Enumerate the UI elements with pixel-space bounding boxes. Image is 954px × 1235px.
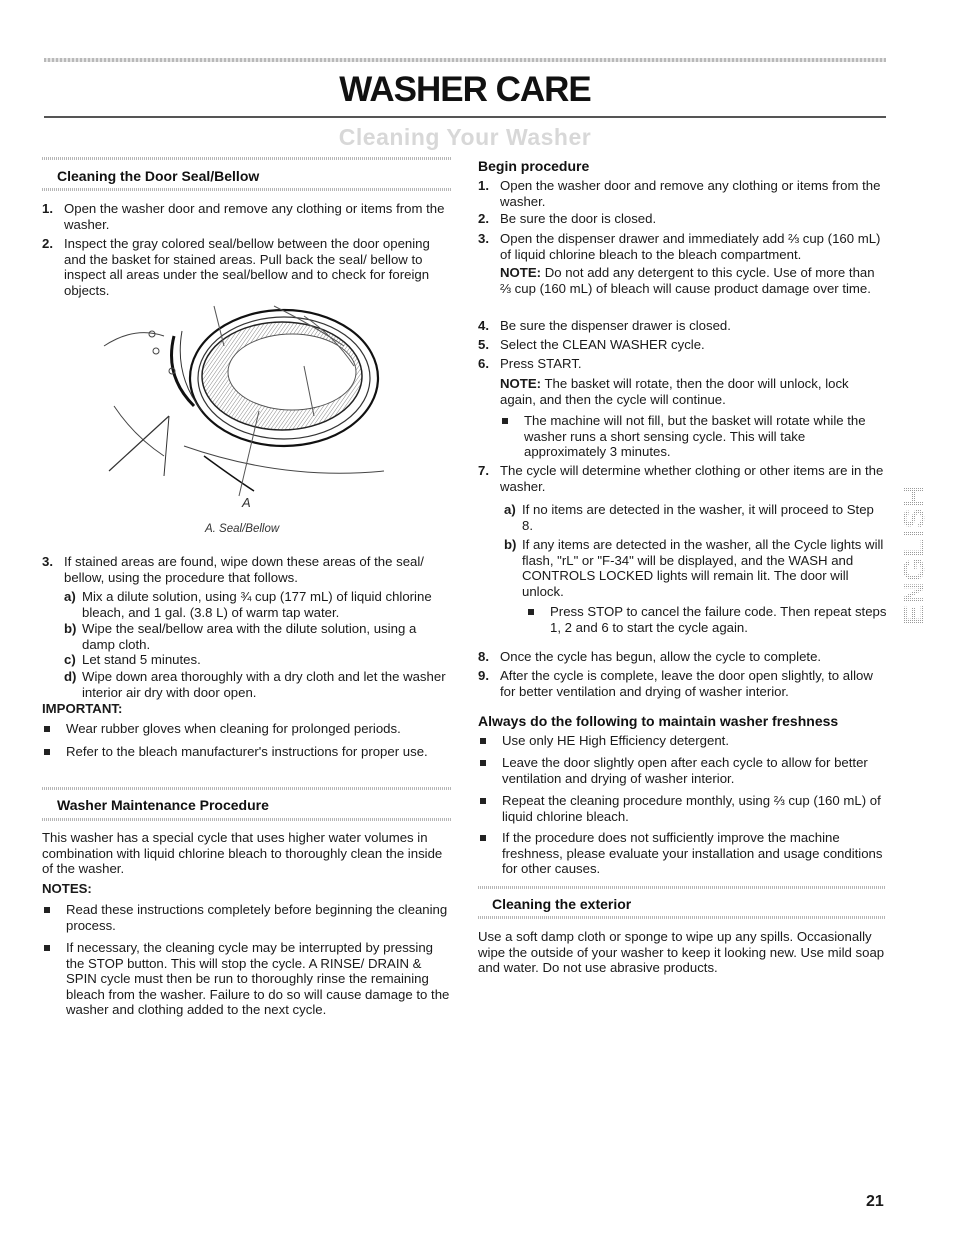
substep-text: Let stand 5 minutes. [82, 652, 201, 667]
list-item [42, 721, 452, 737]
list-item [478, 231, 888, 262]
step-text: Open the washer door and remove any clothing or items from the washer. [500, 178, 881, 209]
step-text: Select the CLEAN WASHER cycle. [500, 337, 705, 352]
title-divider [44, 116, 886, 118]
bullet-text: If necessary, the cleaning cycle may be interrupted by pressing the STOP button. This will stop the cycle. A RINSE/ DRAIN & SPIN cycle must then be run to thoroughly rinse the remaining bleach from the washer. Failure to do so will cause damage to the washer and clothing added to the next cycle. [66, 940, 450, 1018]
bullet-text: If the procedure does not sufficiently improve the machine freshness, please evaluate your installation and usage conditions for other causes. [502, 830, 883, 877]
maintenance-intro: This washer has a special cycle that uses higher water volumes in combination with liquid chlorine bleach to thoroughly clean the inside of the washer. [42, 830, 443, 877]
step-number: 6. [478, 356, 489, 371]
bullet-icon [478, 793, 502, 824]
step-number: 9. [478, 668, 489, 683]
list-item [42, 744, 452, 760]
note-text: Do not add any detergent to this cycle. Use of more than ⅔ cup (160 mL) of bleach will cause product damage over time. [500, 265, 875, 296]
bullet-icon [478, 733, 502, 749]
step-number: 1. [478, 178, 489, 193]
step-text: Press START. [500, 356, 582, 371]
page-number: 21 [866, 1193, 884, 1210]
exterior-heading: Cleaning the exterior [492, 896, 632, 912]
list-item [42, 201, 452, 232]
freshness-heading: Always do the following to maintain washer freshness [478, 713, 839, 729]
bullet-icon [526, 604, 550, 635]
bullet-text: Wear rubber gloves when cleaning for prolonged periods. [66, 721, 401, 736]
bullet-icon [42, 744, 66, 760]
list-item [478, 830, 888, 877]
maintenance-bottom-rule [42, 818, 452, 821]
substep-text: Wipe down area thoroughly with a dry cloth and let the washer interior air dry with door open. [82, 669, 446, 700]
list-item [478, 318, 888, 334]
figure-callout-letter: A [242, 495, 251, 510]
bullet-text: Use only HE High Efficiency detergent. [502, 733, 729, 748]
step-number: 4. [478, 318, 489, 333]
bullet-icon [42, 940, 66, 1018]
list-item [500, 413, 888, 460]
important-label: IMPORTANT: [42, 701, 123, 716]
list-item [478, 211, 888, 227]
step-number: 8. [478, 649, 489, 664]
step-text: Once the cycle has begun, allow the cycle to complete. [500, 649, 822, 664]
bullet-text: Leave the door slightly open after each cycle to allow for better ventilation and drying of washer interior. [502, 755, 868, 786]
substep-text: If no items are detected in the washer, it will proceed to Step 8. [522, 502, 874, 533]
seal-bellow-illustration [104, 306, 394, 506]
list-item [42, 940, 452, 1018]
step-number: 2. [478, 211, 489, 226]
door-seal-top-rule [42, 157, 452, 160]
list-item [478, 668, 888, 699]
bullet-icon [42, 721, 66, 737]
substep-letter: c) [64, 652, 76, 667]
list-item [42, 554, 452, 585]
list-item [478, 649, 888, 665]
substep-text: Wipe the seal/bellow area with the dilute solution, using a damp cloth. [82, 621, 417, 652]
substep-letter: b) [64, 621, 77, 636]
figure-caption: A. Seal/Bellow [205, 523, 280, 535]
list-item [478, 733, 888, 749]
maintenance-top-rule [42, 787, 452, 790]
language-side-tab [898, 450, 932, 630]
list-item [526, 604, 888, 635]
step-number: 3. [42, 554, 53, 569]
bullet-icon [500, 413, 524, 460]
list-item [64, 621, 452, 652]
bullet-text: Repeat the cleaning procedure monthly, using ⅔ cup (160 mL) of liquid chlorine bleach. [502, 793, 881, 824]
bullet-text: Read these instructions completely before beginning the cleaning process. [66, 902, 448, 933]
substep-text: If any items are detected in the washer, all the Cycle lights will flash, "rL" or "F-34" will be displayed, and the WASH and CONTROLS LOCKED lights will remain lit. The door will unlock. [522, 537, 884, 599]
bullet-text: Refer to the bleach manufacturer's instructions for proper use. [66, 744, 428, 759]
substep-letter: a) [504, 502, 516, 517]
note-label: NOTE: [500, 376, 542, 391]
substep-letter: a) [64, 589, 76, 604]
list-item [42, 236, 452, 298]
page-title: WASHER CARE [339, 70, 591, 109]
step-text: If stained areas are found, wipe down these areas of the seal/ bellow, using the procedure that follows. [64, 554, 424, 585]
substep-text: Mix a dilute solution, using ¾ cup (177 mL) of liquid chlorine bleach, and 1 gal. (3.8 L) of warm tap water. [82, 589, 432, 620]
bullet-icon [42, 902, 66, 933]
list-item [478, 463, 888, 494]
list-item [478, 356, 888, 372]
list-item [64, 652, 452, 668]
step-text: Inspect the gray colored seal/bellow between the door opening and the basket for stained areas. Pull back the seal/ bellow to inspect all areas under the seal/bellow and to check for foreign objects. [64, 236, 430, 298]
list-item [64, 589, 452, 620]
maintenance-heading: Washer Maintenance Procedure [57, 797, 269, 813]
note-text: The basket will rotate, then the door will unlock, lock again, and then the cycle will continue. [500, 376, 849, 407]
note-label: NOTE: [500, 265, 542, 280]
door-seal-bottom-rule [42, 188, 452, 191]
substep-letter: b) [504, 537, 517, 552]
exterior-top-rule [478, 886, 886, 889]
exterior-bottom-rule [478, 916, 886, 919]
note-rotation [500, 376, 888, 407]
list-item [64, 669, 452, 700]
substep-letter: d) [64, 669, 77, 684]
step-text: Be sure the door is closed. [500, 211, 657, 226]
step-number: 2. [42, 236, 53, 251]
bullet-icon [478, 755, 502, 786]
step-text: The cycle will determine whether clothing or other items are in the washer. [500, 463, 884, 494]
step-number: 1. [42, 201, 53, 216]
step-number: 5. [478, 337, 489, 352]
begin-procedure-heading: Begin procedure [478, 158, 590, 174]
side-tab-text: ENGLISH [898, 484, 931, 625]
door-seal-heading: Cleaning the Door Seal/Bellow [57, 168, 260, 184]
list-item [504, 502, 888, 533]
list-item [478, 178, 888, 209]
step-text: Open the dispenser drawer and immediately add ⅔ cup (160 mL) of liquid chlorine bleach to the bleach compartment. [500, 231, 881, 262]
bullet-text: Press STOP to cancel the failure code. Then repeat steps 1, 2 and 6 to start the cycle again. [550, 604, 887, 635]
list-item [478, 755, 888, 786]
step-text: Be sure the dispenser drawer is closed. [500, 318, 731, 333]
step-number: 3. [478, 231, 489, 246]
step-text: After the cycle is complete, leave the door open slightly, to allow for better ventilation and drying of washer interior. [500, 668, 873, 699]
section-banner: Cleaning Your Washer [338, 124, 592, 150]
exterior-text: Use a soft damp cloth or sponge to wipe up any spills. Occasionally wipe the outside of your washer to keep it looking new. Use mild soap and water. Do not use abrasive products. [478, 929, 885, 976]
step-number: 7. [478, 463, 489, 478]
list-item [42, 902, 452, 933]
top-rule [44, 58, 886, 62]
list-item [504, 537, 888, 599]
list-item [478, 337, 888, 353]
note-dosage [500, 265, 888, 296]
list-item [478, 793, 888, 824]
bullet-text: The machine will not fill, but the basket will rotate while the washer runs a short sensing cycle. This will take approximately 3 minutes. [524, 413, 866, 460]
notes-label: NOTES: [42, 881, 92, 896]
step-text: Open the washer door and remove any clothing or items from the washer. [64, 201, 445, 232]
bullet-icon [478, 830, 502, 877]
